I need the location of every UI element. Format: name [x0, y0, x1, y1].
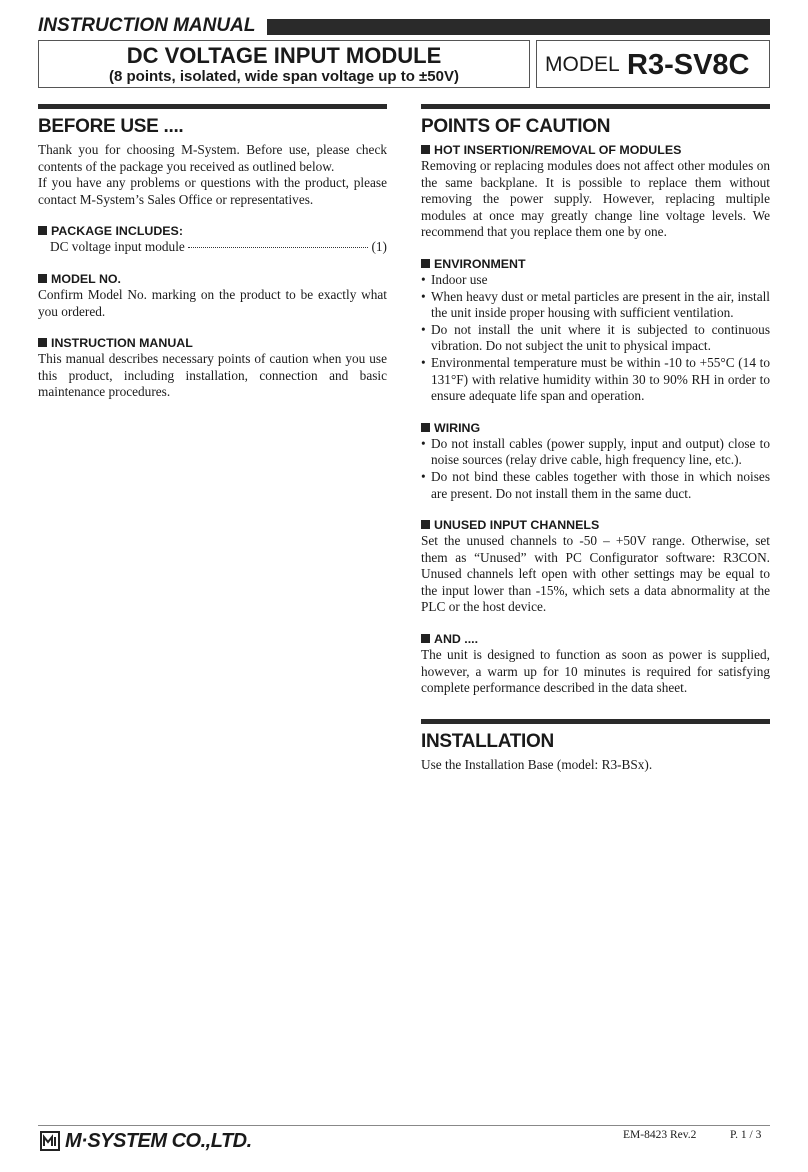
company-logo	[40, 1128, 252, 1154]
model-label: MODEL	[545, 53, 620, 76]
square-bullet-icon	[38, 338, 47, 347]
model-no-heading: MODEL NO.	[38, 271, 387, 287]
document-number: EM-8423 Rev.2	[623, 1129, 697, 1141]
square-bullet-icon	[421, 634, 430, 643]
hot-insertion-heading: HOT INSERTION/REMOVAL OF MODULES	[421, 142, 770, 158]
model-code: R3-SV8C	[627, 49, 750, 81]
installation-text: Use the Installation Base (model: R3-BSx).	[421, 756, 653, 772]
package-heading: PACKAGE INCLUDES:	[38, 223, 387, 239]
left-column	[38, 104, 387, 401]
company-name: M·SYSTEM CO.,LTD.	[65, 1129, 252, 1152]
header-bar	[267, 19, 770, 35]
environment-heading: ENVIRONMENT	[421, 256, 770, 272]
unused-channels-heading: UNUSED INPUT CHANNELS	[421, 517, 770, 533]
right-column	[421, 104, 770, 773]
page-number: P. 1 / 3	[730, 1129, 762, 1141]
list-item: • Do not install cables (power supply, input and output) close to noise sources (relay drive cable, high frequency line, etc.).	[421, 436, 770, 469]
square-bullet-icon	[421, 145, 430, 154]
hot-insertion-text: Removing or replacing modules does not affect other modules on the same backplane. It is possible to replace them without removing the power supply. However, replacing multiple modules at once may greatly change line voltage levels. We recommend that you replace them one by one.	[421, 158, 770, 240]
and-text: The unit is designed to function as soon as power is supplied, however, a warm up for 10 minutes is required for satisfying complete performance described in the data sheet.	[421, 647, 770, 696]
section-rule	[38, 104, 387, 109]
list-item: • Do not bind these cables together with those in which noises are present. Do not install them in the same duct.	[421, 469, 770, 502]
wiring-list	[421, 436, 770, 502]
document-subtitle: (8 points, isolated, wide span voltage up to ±50V)	[109, 68, 459, 85]
footer-rule	[38, 1125, 770, 1126]
before-use-heading: BEFORE USE ....	[38, 116, 184, 137]
list-item: • Do not install the unit where it is subjected to continuous vibration. Do not subject the unit to physical impact.	[421, 322, 770, 355]
list-item: • Environmental temperature must be within -10 to +55°C (14 to 131°F) with relative humidity within 30 to 90% RH in order to ensure adequate life span and operation.	[421, 355, 770, 405]
package-item	[38, 239, 387, 256]
dot-leader	[188, 247, 369, 248]
document-title: DC VOLTAGE INPUT MODULE	[126, 43, 442, 68]
title-box	[38, 40, 530, 88]
installation-heading: INSTALLATION	[421, 730, 554, 752]
list-item: • Indoor use	[421, 272, 770, 289]
instruction-manual-heading: INSTRUCTION MANUAL	[38, 335, 387, 351]
m-system-logo-icon	[40, 1131, 60, 1151]
package-item-qty: (1)	[371, 239, 387, 255]
environment-list	[421, 272, 770, 405]
section-rule	[421, 719, 770, 724]
square-bullet-icon	[421, 520, 430, 529]
model-no-text: Confirm Model No. marking on the product to be exactly what you ordered.	[38, 286, 387, 319]
wiring-heading: WIRING	[421, 420, 770, 436]
square-bullet-icon	[38, 226, 47, 235]
unused-channels-text: Set the unused channels to -50 – +50V range. Otherwise, set them as “Unused” with PC Configurator software: R3CON. Unused channels left open with other settings may be equal to the input lower than -15%, which sets a data abnormality at the PLC or the host device.	[421, 533, 770, 615]
list-item: • When heavy dust or metal particles are present in the air, install the unit inside proper housing with sufficient ventilation.	[421, 289, 770, 322]
before-use-intro-2: If you have any problems or questions with the product, please contact M-System’s Sales Office or representatives.	[38, 175, 387, 207]
model-box	[536, 40, 770, 88]
package-item-name: DC voltage input module	[50, 239, 185, 255]
caution-heading: POINTS OF CAUTION	[421, 116, 611, 137]
square-bullet-icon	[421, 423, 430, 432]
manual-type-label: INSTRUCTION MANUAL	[38, 15, 256, 36]
before-use-intro-1: Thank you for choosing M-System. Before use, please check contents of the package you received as outlined below.	[38, 142, 387, 174]
square-bullet-icon	[421, 259, 430, 268]
manual-header	[38, 14, 770, 38]
section-rule	[421, 104, 770, 109]
and-heading: AND ....	[421, 631, 770, 647]
square-bullet-icon	[38, 274, 47, 283]
instruction-manual-text: This manual describes necessary points of caution when you use this product, including installation, connection and basic maintenance procedures.	[38, 351, 387, 400]
